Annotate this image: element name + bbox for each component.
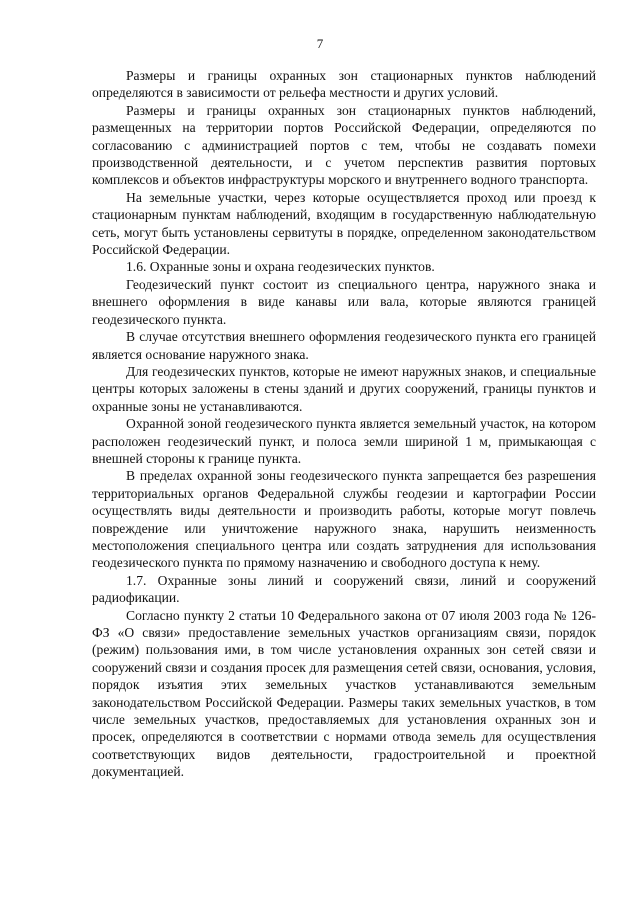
page-number: 7: [316, 36, 324, 51]
paragraph-port-zones: Размеры и границы охранных зон стационарных пунктов наблюдений, размещенных на территории портов Российской Федерации, определяются по согласованию с администрацией портов с тем, чтобы не создавать помехи производственной деятельности, и с учетом перспектив развития портовых комплексов и объектов инфраструктуры морского и внутреннего водного транспорта.: [92, 102, 596, 188]
paragraph-servitudes: На земельные участки, через которые осуществляется проход или проезд к стационарным пунктам наблюдений, входящим в государственную наблюдательную сеть, могут быть установлены сервитуты в порядке, определенном законодательством Российской Федерации.: [92, 189, 596, 258]
section-heading-1-7: 1.7. Охранные зоны линий и сооружений связи, линий и сооружений радиофикации.: [92, 572, 596, 606]
paragraph-observation-zone-size: Размеры и границы охранных зон стационарных пунктов наблюдений определяются в зависимости от рельефа местности и других условий.: [92, 68, 596, 101]
paragraph-geodetic-protection-zone: Охранной зоной геодезического пункта является земельный участок, на котором расположен геодезический пункт, и полоса земли шириной 1 м, примыкающая с внешней стороны к границе пункта.: [92, 416, 596, 466]
paragraph-geodetic-border: В случае отсутствия внешнего оформления геодезического пункта его границей является основание наружного знака.: [92, 329, 596, 362]
paragraph-no-external-signs: Для геодезических пунктов, которые не имеют наружных знаков, и специальные центры которых заложены в стены зданий и других сооружений, границы пунктов и охранные зоны не устанавливаются.: [92, 363, 596, 414]
section-heading-1-6: 1.6. Охранные зоны и охрана геодезических пунктов.: [126, 259, 435, 275]
paragraph-geodetic-prohibitions: В пределах охранной зоны геодезического пункта запрещается без разрешения территориальных органов Федеральной службы геодезии и картографии России осуществлять виды деятельности и производить работы, которые могут повлечь повреждение или уничтожение наружного знака, нарушить неизменность местоположения специального центра или создать затруднения для использования геодезического пункта по прямому назначению и свободного доступа к нему.: [92, 468, 596, 571]
paragraph-communication-law: Согласно пункту 2 статьи 10 Федерального закона от 07 июля 2003 года № 126-ФЗ «О связи» предоставление земельных участков организациям связи, порядок (режим) пользования ими, в том числе установления охранных зон сетей связи и сооружений связи и создания просек для размещения сетей связи, основания, условия, порядок изъятия этих земельных участков устанавливаются земельным законодательством Российской Федерации. Размеры таких земельных участков, в том числе земельных участков, предоставляемых для установления охранных зон и просек, определяются в соответствии с нормами отвода земель для осуществления соответствующих видов деятельности, градостроительной и проектной документацией.: [92, 607, 596, 780]
paragraph-geodetic-point-definition: Геодезический пункт состоит из специального центра, наружного знака и внешнего оформления в виде канавы или вала, которые являются границей геодезического пункта.: [92, 276, 596, 327]
document-body: [92, 67, 596, 781]
